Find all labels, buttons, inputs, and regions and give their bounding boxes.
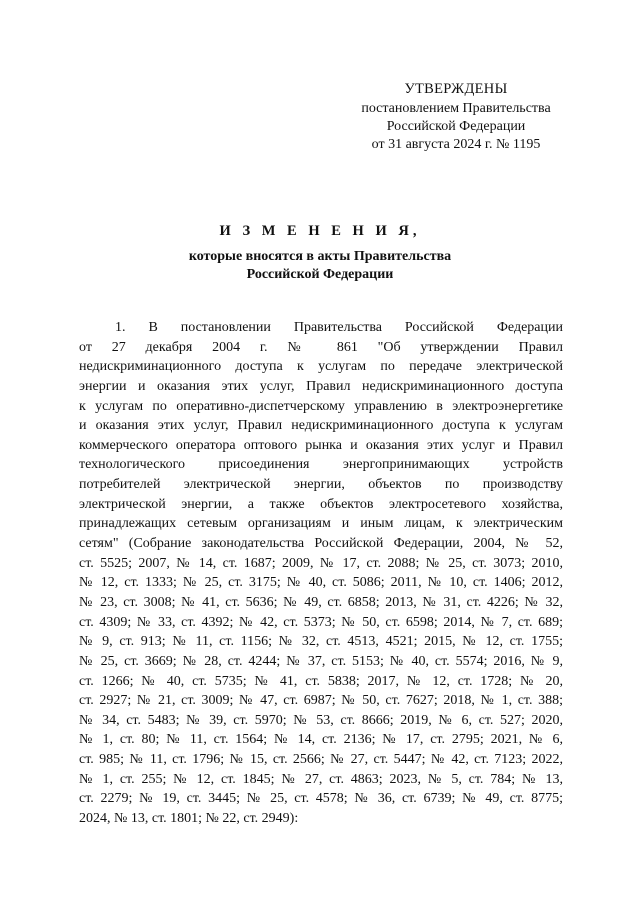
text-line: и оказания этих услуг, Правил недискриминационного доступа к услугам [79,418,563,434]
text-line: № 1, ст. 80; № 11, ст. 1564; № 14, ст. 2136; № 17, ст. 2795; 2021, № 6, [79,732,563,748]
text-line: № 1, ст. 255; № 12, ст. 1845; № 27, ст. 4863; 2023, № 5, ст. 784; № 13, [79,771,563,787]
approval-date-number: от 31 августа 2024 г. № 1195 [371,137,541,152]
text-line: к услугам по оперативно-диспетчерскому управлению в электроэнергетике [79,398,563,414]
text-line: от 27 декабря 2004 г. № 861 "Об утверждении Правил [79,339,563,355]
text-line: ст. 2279; № 19, ст. 3445; № 25, ст. 4578; № 36, ст. 6739; № 49, ст. 8775; [79,791,563,807]
text-line: ст. 5525; 2007, № 14, ст. 1687; 2009, № 17, ст. 2088; № 25, ст. 3073; 2010, [79,555,563,571]
text-line: ст. 1266; № 40, ст. 5735; № 41, ст. 5838; 2017, № 12, ст. 1728; № 20, [79,673,563,689]
text-line: ст. 985; № 11, ст. 1796; № 15, ст. 2566; № 27, ст. 5447; № 42, ст. 7123; 2022, [79,752,563,768]
title-subtitle-line2: Российской Федерации [246,267,394,282]
text-line: электрической энергии, а также объектов электросетевого хозяйства, [79,496,563,512]
text-line: ст. 4309; № 33, ст. 4392; № 42, ст. 5373; № 50, ст. 6598; 2014, № 7, ст. 689; [79,614,563,630]
text-line: № 12, ст. 1333; № 25, ст. 3175; № 40, ст. 5086; 2011, № 10, ст. 1406; 2012, [79,575,563,591]
text-line: № 34, ст. 5483; № 39, ст. 5970; № 53, ст. 8666; 2019, № 6, ст. 527; 2020, [79,712,563,728]
text-line: 1. В постановлении Правительства Российской Федерации [115,320,563,335]
text-line: 2024, № 13, ст. 1801; № 22, ст. 2949): [79,811,299,827]
text-line: № 23, ст. 3008; № 41, ст. 5636; № 49, ст. 6858; 2013, № 31, ст. 4226; № 32, [79,594,563,610]
approval-authority: постановлением Правительства [361,101,551,116]
text-line: потребителей электрической энергии, объектов по производству [79,477,563,493]
text-line: № 25, ст. 3669; № 28, ст. 4244; № 37, ст. 5153; № 40, ст. 5574; 2016, № 9, [79,653,563,669]
body-paragraph [79,318,563,829]
text-line: энергии и оказания этих услуг, Правил недискриминационного доступа [79,378,563,394]
text-line: принадлежащих сетевым организациям и иным лицам, к электрическим [79,516,563,532]
approval-country: Российской Федерации [386,119,526,134]
text-line: № 9, ст. 913; № 11, ст. 1156; № 32, ст. 4513, 4521; 2015, № 12, ст. 1755; [79,634,563,650]
text-line: ст. 2927; № 21, ст. 3009; № 47, ст. 6987; № 50, ст. 7627; 2018, № 1, ст. 388; [79,693,563,709]
approval-block [340,80,572,154]
title-subtitle-line1: которые вносятся в акты Правительства [188,249,452,264]
text-line: сетям" (Собрание законодательства Российской Федерации, 2004, № 52, [79,536,563,552]
text-line: технологического присоединения энергопринимающих устройств [79,457,563,473]
document-title [60,222,580,284]
title-heading: И З М Е Н Е Н И Я, [219,223,421,239]
text-line: коммерческого оператора оптового рынка и оказания этих услуг и Правил [79,437,563,453]
text-line: недискриминационного доступа к услугам по передаче электрической [79,359,563,375]
approved-label: УТВЕРЖДЕНЫ [404,81,508,97]
paragraph-1 [79,318,563,829]
